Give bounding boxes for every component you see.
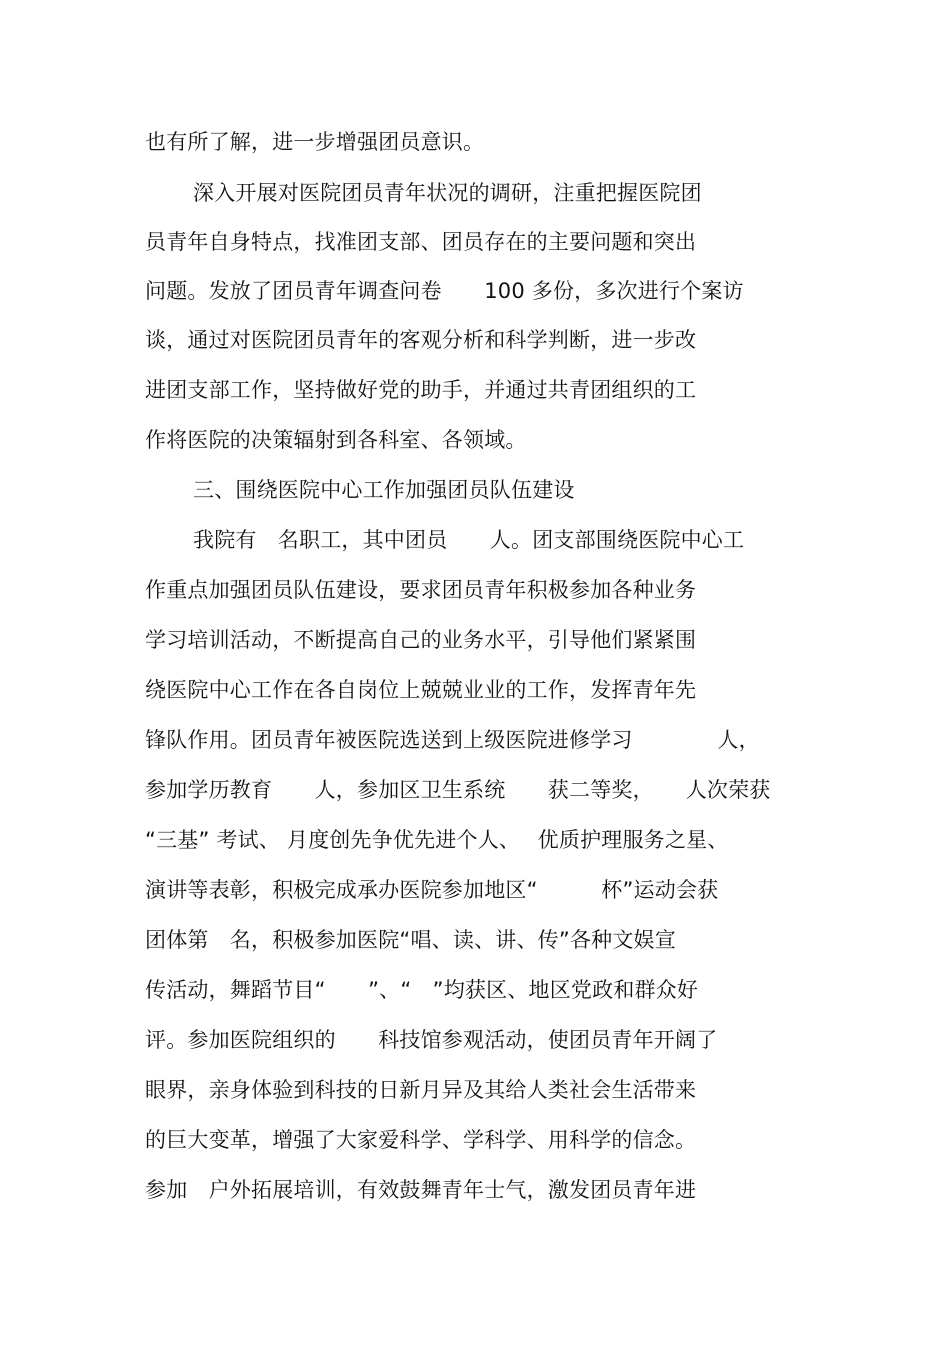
paragraph-line: 的巨大变革，增强了大家爱科学、学科学、用科学的信念。 [145,1128,697,1152]
paragraph-line: 员青年自身特点，找准团支部、团员存在的主要问题和突出 [145,230,697,254]
paragraph-line: “三基” 考试、 月度创先争优先进个人、 优质护理服务之星、 [145,828,729,852]
paragraph-line: 绕医院中心工作在各自岗位上兢兢业业的工作，发挥青年先 [145,678,697,702]
section-heading: 三、围绕医院中心工作加强团员队伍建设 [193,478,575,502]
paragraph-line: 参加 户外拓展培训，有效鼓舞青年士气，激发团员青年进 [145,1178,697,1202]
paragraph-line: 谈，通过对医院团员青年的客观分析和科学判断，进一步改 [145,328,697,352]
paragraph-line: 我院有 名职工，其中团员 人。团支部围绕医院中心工 [193,528,745,552]
paragraph-line: 评。参加医院组织的 科技馆参观活动，使团员青年开阔了 [145,1028,718,1052]
paragraph-line: 锋队作用。团员青年被医院选送到上级医院进修学习 人， [145,728,760,752]
paragraph-line: 深入开展对医院团员青年状况的调研，注重把握医院团 [193,181,702,205]
paragraph-line: 作将医院的决策辐射到各科室、各领域。 [145,428,527,452]
paragraph-line: 问题。发放了团员青年调查问卷 100 多份，多次进行个案访 [145,279,744,303]
paragraph-line: 进团支部工作，坚持做好党的助手，并通过共青团组织的工 [145,378,697,402]
paragraph-line: 演讲等表彰，积极完成承办医院参加地区“ 杯”运动会获 [145,878,719,902]
paragraph-line: 眼界，亲身体验到科技的日新月异及其给人类社会生活带来 [145,1078,697,1102]
paragraph-line: 也有所了解，进一步增强团员意识。 [145,130,485,154]
paragraph-line: 学习培训活动，不断提高自己的业务水平，引导他们紧紧围 [145,628,697,652]
paragraph-line: 作重点加强团员队伍建设，要求团员青年积极参加各种业务 [145,578,697,602]
paragraph-line: 参加学历教育 人，参加区卫生系统 获二等奖， 人次荣获 [145,778,771,802]
paragraph-line: 传活动，舞蹈节目“ ”、“ ”均获区、地区党政和群众好 [145,978,699,1002]
paragraph-line: 团体第 名，积极参加医院“唱、读、讲、传”各种文娱宣 [145,928,676,952]
